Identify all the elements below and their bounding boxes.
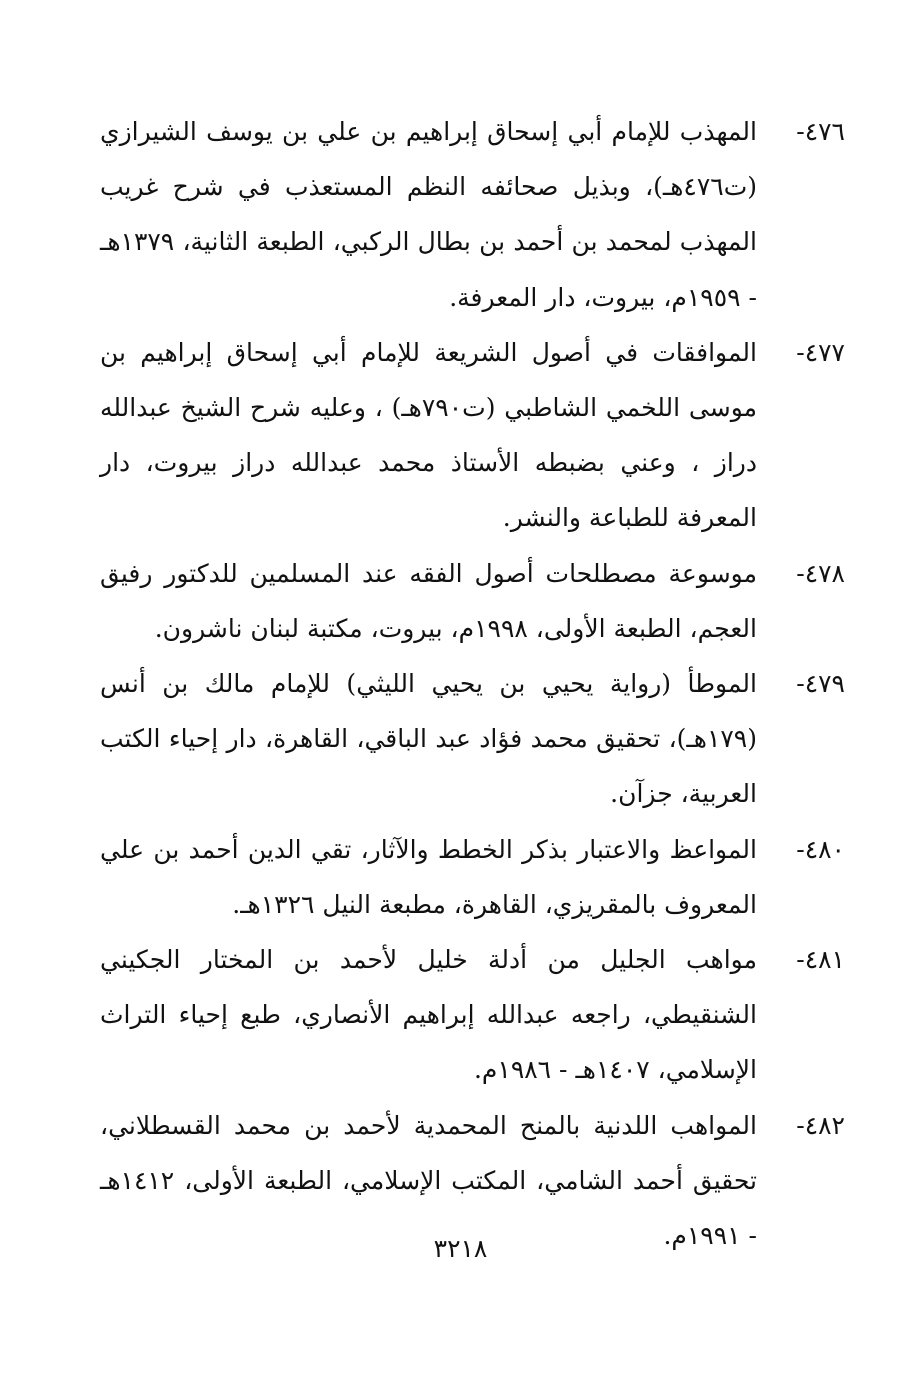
entry-text: المواهب اللدنية بالمنح المحمدية لأحمد بن محمد القسطلاني، تحقيق أحمد الشامي، المكتب الإسلامي، الطبعة الأولى، ١٤١٢هـ - ١٩٩١م.: [100, 1110, 757, 1251]
entry-text: مواهب الجليل من أدلة خليل لأحمد بن المختار الجكيني الشنقيطي، راجعه عبدالله إبراهيم الأنصاري، طبع إحياء التراث الإسلامي، ١٤٠٧هـ - ١٩٨٦م.: [100, 945, 757, 1085]
entry-number: ٤٧٦-: [796, 117, 845, 146]
entry-text: المهذب للإمام أبي إسحاق إبراهيم بن علي بن يوسف الشيرازي (ت٤٧٦هـ)، وبذيل صحائفه النظم المستعذب في شرح غريب المهذب لمحمد بن أحمد بن بطال الركبي، الطبعة الثانية، ١٣٧٩هـ - ١٩٥٩م، بيروت، دار المعرفة.: [100, 117, 757, 312]
bibliography-list: [100, 104, 845, 1263]
bibliography-entry: [100, 104, 845, 325]
bibliography-entry: [100, 822, 845, 932]
entry-text: الموطأ (رواية يحيي بن يحيي الليثي) للإمام مالك بن أنس (١٧٩هـ)، تحقيق محمد فؤاد عبد الباقي، القاهرة، دار إحياء الكتب العربية، جزآن.: [100, 669, 757, 809]
bibliography-entry: [100, 546, 845, 656]
entry-number: ٤٧٨-: [796, 558, 845, 588]
entry-text: موسوعة مصطلحات أصول الفقه عند المسلمين للدكتور رفيق العجم، الطبعة الأولى، ١٩٩٨م، بيروت، مكتبة لبنان ناشرون.: [100, 558, 757, 643]
entry-text: المواعظ والاعتبار بذكر الخطط والآثار، تقي الدين أحمد بن علي المعروف بالمقريزي، القاهرة، مطبعة النيل ١٣٢٦هـ.: [100, 834, 757, 919]
entry-text: الموافقات في أصول الشريعة للإمام أبي إسحاق إبراهيم بن موسى اللخمي الشاطبي (ت٧٩٠هـ) ، وعليه شرح الشيخ عبدالله دراز ، وعني بضبطه الأستاذ محمد عبدالله دراز بيروت، دار المعرفة للطباعة والنشر.: [100, 337, 758, 533]
entry-number: ٤٨١-: [796, 945, 845, 975]
page-number: ٣٢١٨: [433, 1234, 488, 1263]
bibliography-entry: [100, 656, 845, 822]
bibliography-entry: [100, 932, 845, 1098]
entry-number: ٤٨٢-: [796, 1110, 845, 1140]
entry-number: ٤٧٩-: [796, 669, 845, 699]
bibliography-entry: [100, 325, 845, 546]
entry-number: ٤٧٧-: [796, 337, 845, 367]
entry-number: ٤٨٠-: [796, 834, 845, 864]
